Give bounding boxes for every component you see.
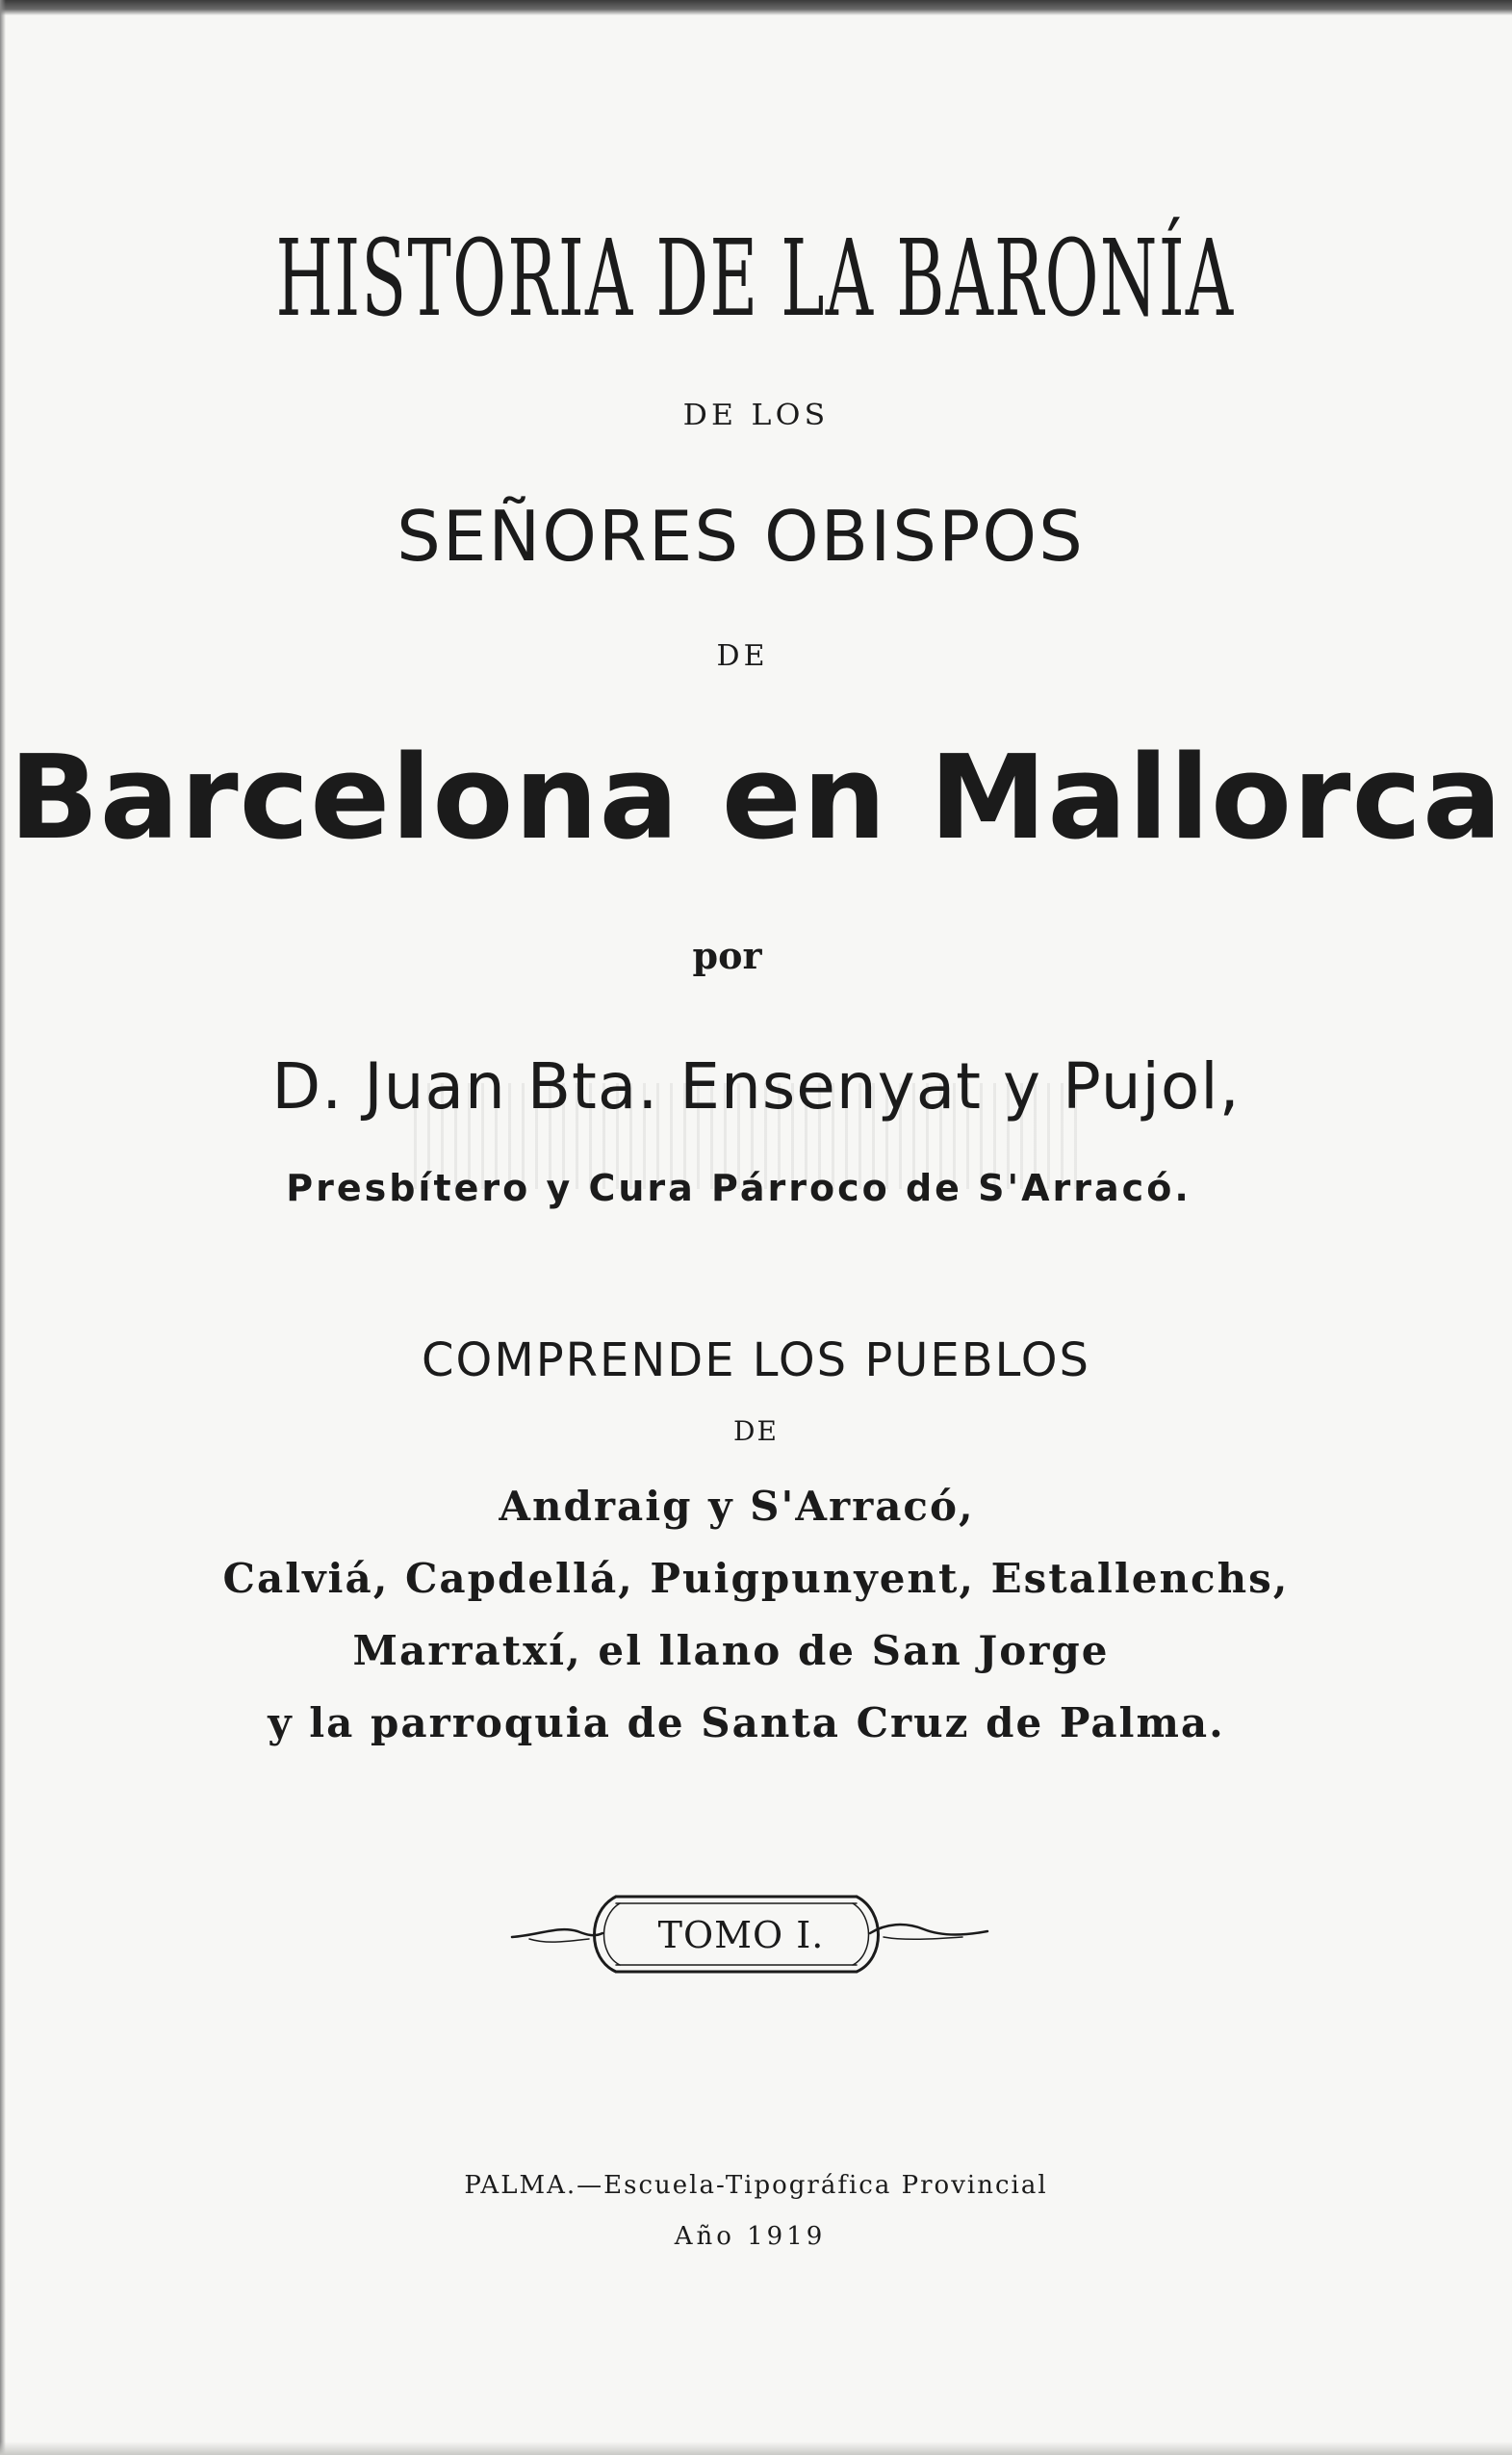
author-role: Presbítero y Cura Párroco de S'Arracó.: [286, 1167, 1192, 1209]
title-line-de-los: DE LOS: [682, 399, 830, 432]
imprint-publisher: PALMA.—Escuela-Tipográfica Provincial: [464, 2171, 1048, 2200]
imprint-year: Año 1919: [674, 2222, 827, 2251]
contents-heading: COMPRENDE LOS PUEBLOS: [422, 1333, 1090, 1387]
title-line-de: DE: [716, 639, 769, 673]
title-line-barcelona: Barcelona en Mallorca: [9, 732, 1503, 866]
title-line-senores-obispos: SEÑORES OBISPOS: [397, 496, 1085, 577]
byline-por: por: [692, 934, 762, 977]
volume-cartouche: [510, 1877, 991, 1993]
author-name: D. Juan Bta. Ensenyat y Pujol,: [271, 1049, 1241, 1124]
page-bottom-edge: [0, 2442, 1512, 2455]
page-top-shadow: [0, 0, 1512, 15]
towns-line: y la parroquia de Santa Cruz de Palma.: [268, 1699, 1225, 1746]
towns-line: Andraig y S'Arracó,: [499, 1483, 975, 1530]
volume-label: TOMO I.: [657, 1914, 825, 1956]
title-line-historia: HISTORIA DE LA BARONÍA: [275, 217, 1235, 340]
contents-de: DE: [733, 1415, 779, 1447]
towns-line: Marratxí, el llano de San Jorge: [352, 1627, 1110, 1674]
towns-line: Calviá, Capdellá, Puigpunyent, Estallenchs,: [222, 1555, 1290, 1602]
page-left-edge: [0, 0, 6, 2455]
